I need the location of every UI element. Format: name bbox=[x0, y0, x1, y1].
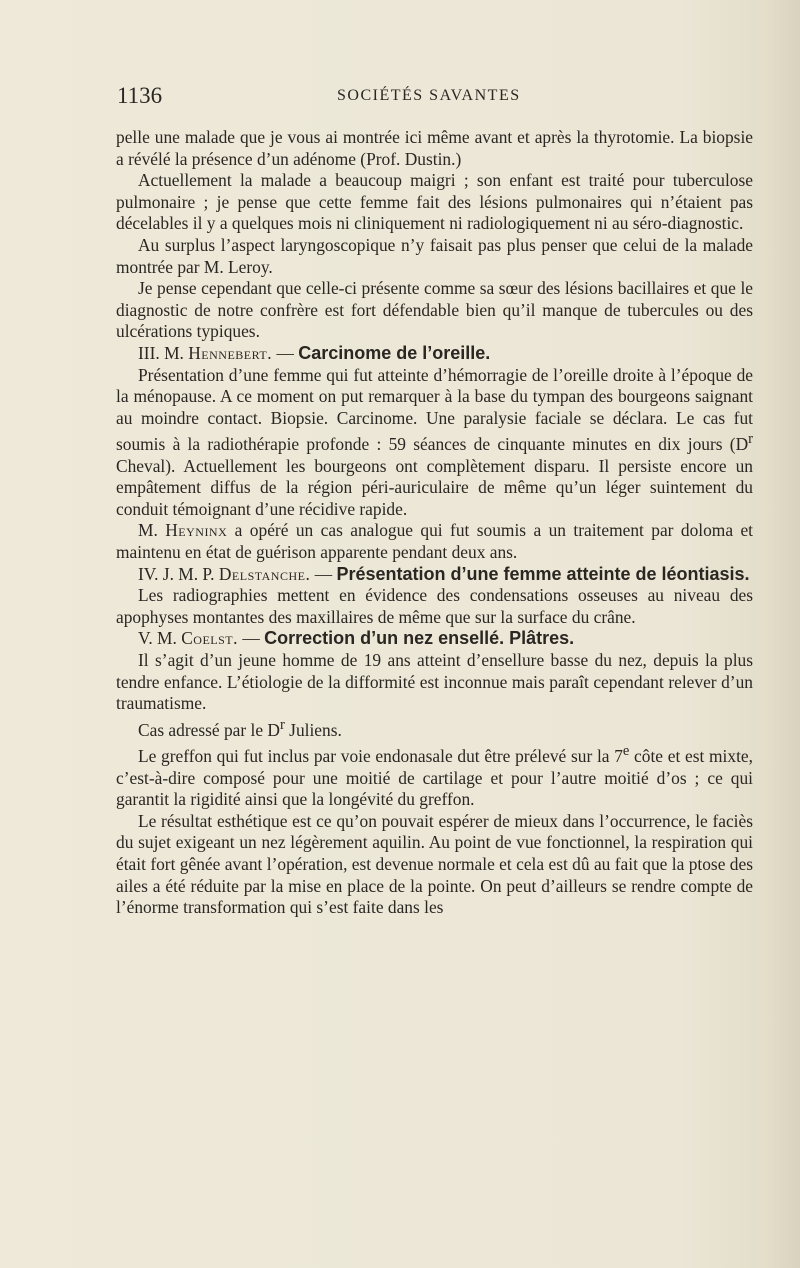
section-3-paragraph-2-lead: M. bbox=[138, 520, 158, 541]
intro-paragraph-2: Actuellement la malade a beaucoup maigri ; son enfant est traité pour tuberculose pulmonaire ; je pense que cette femme fait des lésions pulmonaires qui n’étaient pas décelables il y a quelques mois ni cliniquement ni radiologiquement ni au séro-diagnostic. bbox=[116, 170, 753, 234]
section-5-paragraph-3-text-b: côte et est mixte, c’est-à-dire composé pour une moitié de cartilage et pour l’autre moitié d’os ; ce qui garantit la rigidité ainsi que la longévité du greffon. bbox=[116, 746, 753, 810]
section-5-author: Coelst. bbox=[181, 628, 238, 649]
section-3-dash: — bbox=[276, 342, 294, 363]
section-5-paragraph-3 bbox=[116, 741, 753, 811]
section-5-paragraph-4: Le résultat esthétique est ce qu’on pouvait espérer de mieux dans l’occurrence, le faciès du sujet exigeant un nez légèrement aquilin. Au point de vue fonctionnel, la respiration qui était fort gênée avant l’opération, est devenue normale et cela est dû au fait que la ptose des ailes a été réduite par la mise en place de la pointe. On peut d’ailleurs se rendre compte de l’énorme transformation qui s’est faite dans les bbox=[116, 810, 753, 918]
intro-paragraph-4: Je pense cependant que celle-ci présente comme sa sœur des lésions bacillaires et que le diagnostic de notre confrère est fort défendable bien qu’il manque de tubercules ou des ulcérations typiques. bbox=[116, 278, 753, 342]
section-5-number: V. M. bbox=[138, 628, 177, 649]
section-5-paragraph-1: Il s’agit d’un jeune homme de 19 ans atteint d’ensellure basse du nez, depuis la plus tendre enfance. L’étiologie de la difformité est inconnue mais paraît cependant relever d’un traumatisme. bbox=[116, 650, 753, 714]
running-head: SOCIÉTÉS SAVANTES bbox=[337, 87, 521, 104]
section-5-dash: — bbox=[242, 628, 260, 649]
section-5-paragraph-2-text-a: Cas adressé par le D bbox=[138, 719, 280, 740]
section-3-paragraph-1-text-b: Cheval). Actuellement les bourgeons ont complètement disparu. Il persiste encore un empâtement diffus de la région péri-auriculaire de même qu’un léger suintement du conduit témoignant d’une récidive rapide. bbox=[116, 455, 753, 519]
section-3-paragraph-1-text-a: Présentation d’une femme qui fut atteinte d’hémorragie de l’oreille droite à l’époque de la ménopause. A ce moment on put remarquer à la base du tympan des bourgeons saignant au moindre contact. Biopsie. Carcinome. Une paralysie faciale se déclara. Le cas fut soumis à la radiothérapie profonde : 59 séances de cinquante minutes en dix jours (D bbox=[116, 364, 753, 455]
section-5-superscript-2: e bbox=[622, 743, 630, 760]
section-3-paragraph-2 bbox=[116, 520, 753, 563]
section-4-title: Présentation d’une femme atteinte de léontiasis. bbox=[336, 563, 750, 584]
section-3-author: Hennebert. bbox=[188, 342, 273, 363]
section-5-title: Correction d’un nez ensellé. Plâtres. bbox=[264, 628, 575, 649]
section-5-paragraph-3-text-a: Le greffon qui fut inclus par voie endonasale dut être prélevé sur la 7 bbox=[138, 746, 623, 767]
section-4-dash: — bbox=[314, 563, 333, 584]
section-3-title: Carcinome de l’oreille. bbox=[298, 342, 491, 363]
section-3-paragraph-2-name: Heyninx bbox=[165, 520, 228, 541]
page-body bbox=[116, 127, 753, 919]
section-5-paragraph-2 bbox=[116, 715, 753, 741]
section-4-heading bbox=[116, 564, 753, 586]
section-5-heading bbox=[116, 628, 753, 650]
section-3-number: III. M. bbox=[138, 342, 184, 363]
section-3-heading bbox=[116, 343, 753, 365]
intro-paragraph-3: Au surplus l’aspect laryngoscopique n’y faisait pas plus penser que celui de la malade montrée par M. Leroy. bbox=[116, 234, 753, 277]
section-3-paragraph-2-text: a opéré un cas analogue qui fut soumis a un traitement par doloma et maintenu en état de guérison apparente pendant deux ans. bbox=[116, 520, 753, 563]
section-4-author: Delstanche. bbox=[218, 563, 311, 584]
section-4-paragraph-1: Les radiographies mettent en évidence des condensations osseuses au niveau des apophyses montantes des maxillaires de même que sur la surface du crâne. bbox=[116, 585, 753, 627]
intro-paragraph-1: pelle une malade que je vous ai montrée ici même avant et après la thyrotomie. La biopsie a révélé la présence d’un adénome (Prof. Dustin.) bbox=[116, 127, 753, 169]
section-4-number: IV. J. M. P. bbox=[138, 563, 215, 584]
section-5-paragraph-2-text-b: Juliens. bbox=[284, 719, 342, 740]
section-3-superscript: r bbox=[748, 431, 753, 448]
section-5-superscript-1: r bbox=[279, 716, 285, 733]
page-header bbox=[117, 83, 757, 113]
section-3-paragraph-1 bbox=[116, 365, 753, 521]
page-number: 1136 bbox=[117, 83, 163, 108]
